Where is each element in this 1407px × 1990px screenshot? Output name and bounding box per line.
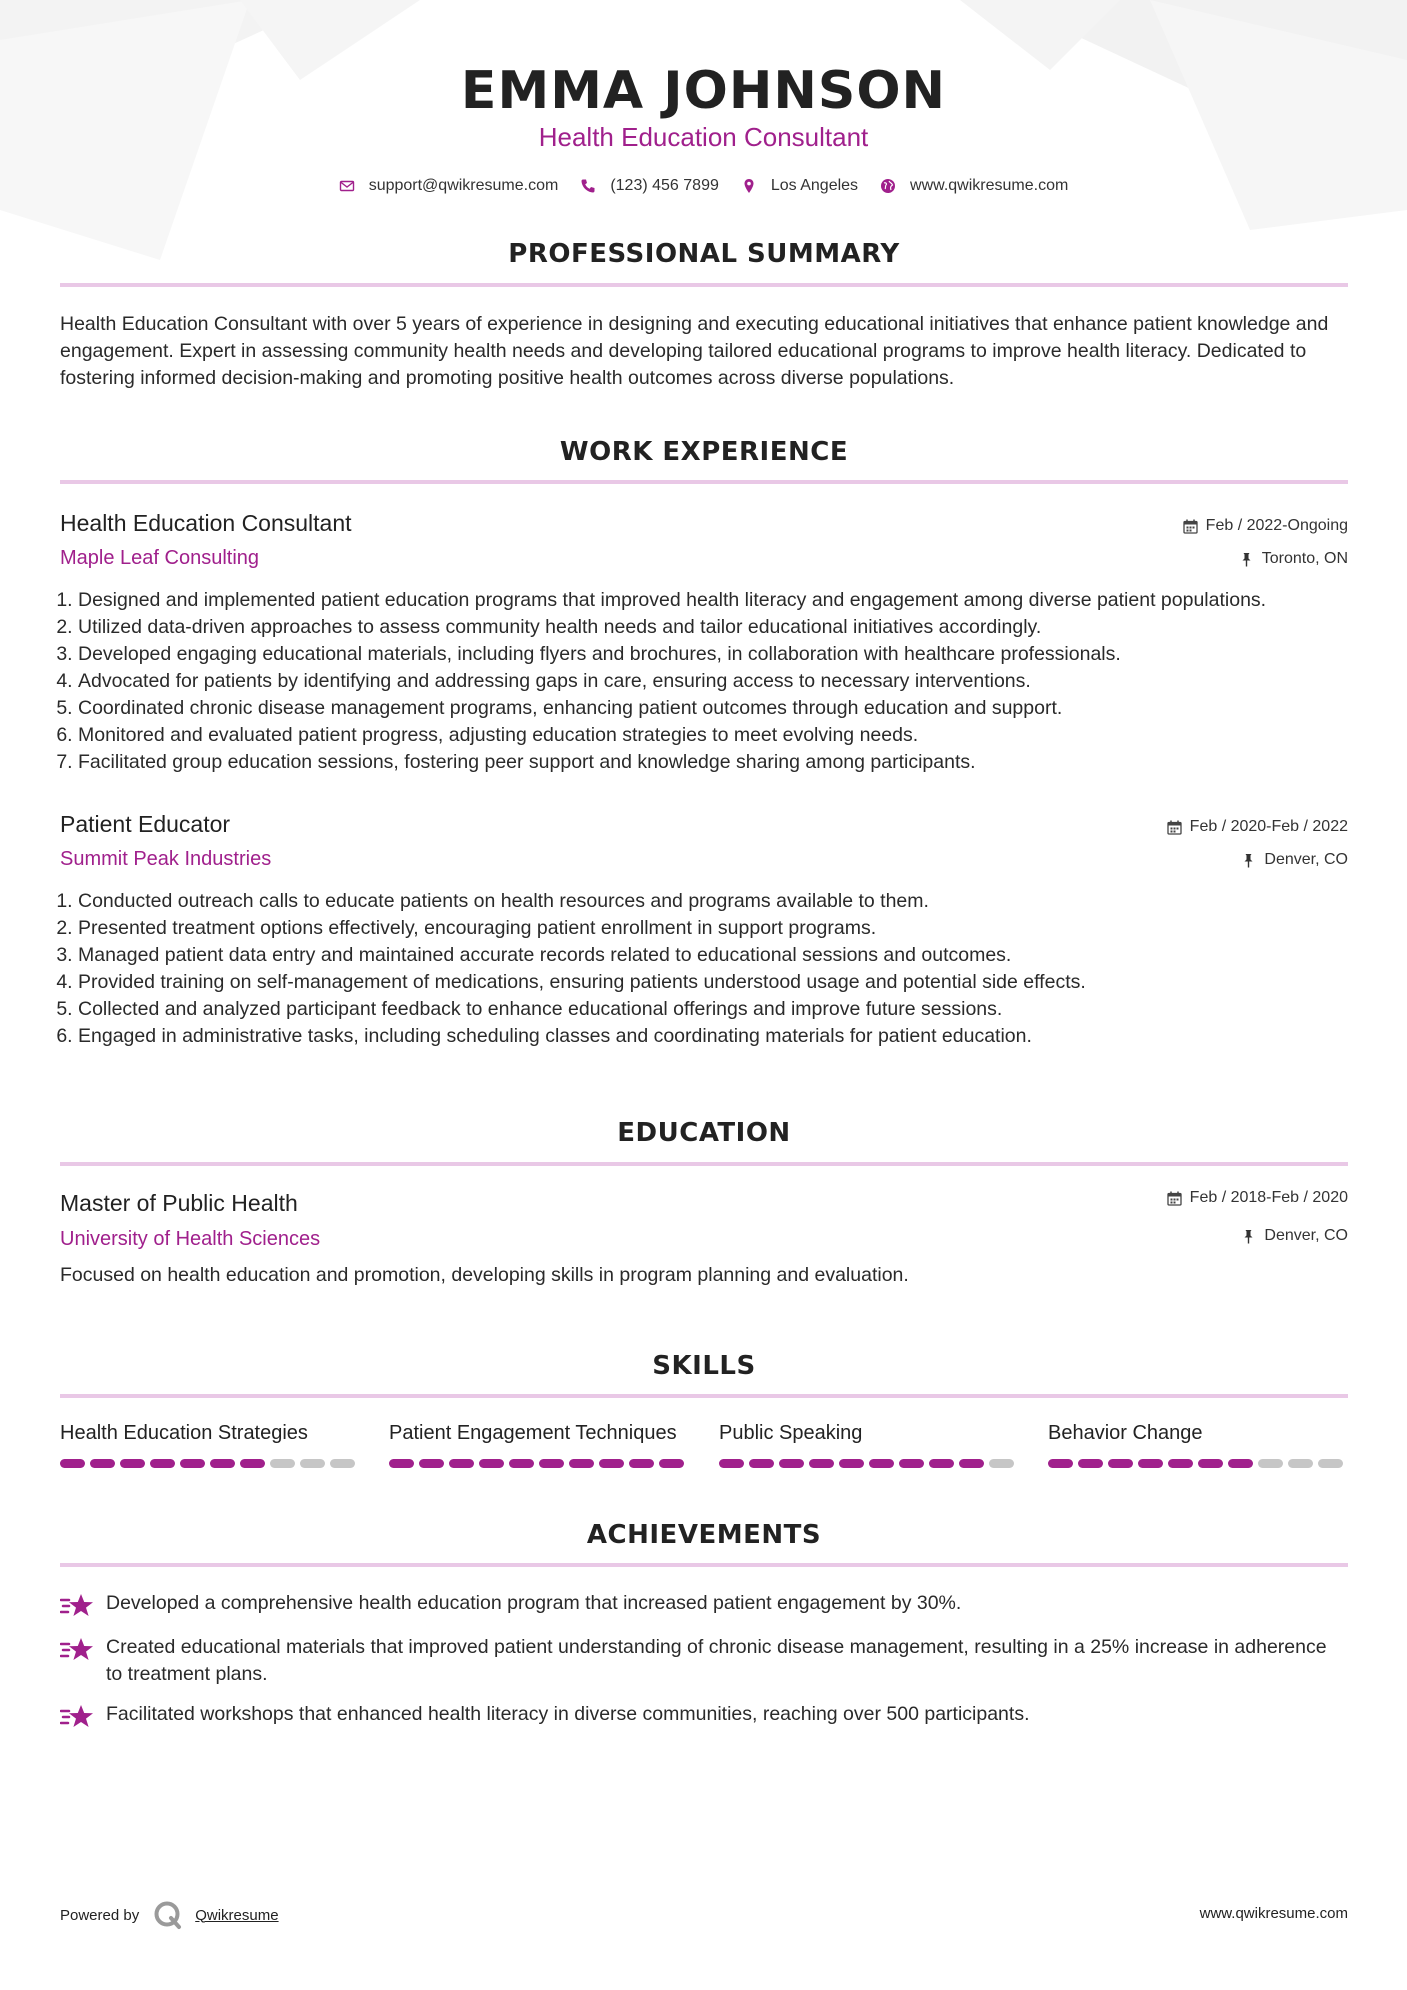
skill-level-segment [539, 1459, 564, 1468]
skill-level-segment [419, 1459, 444, 1468]
skill-rating [60, 1459, 360, 1468]
education-degree: Master of Public Health [60, 1190, 298, 1216]
list-item: 4. Provided training on self-management of medications, ensuring patients understood usage and potential side effects. [78, 969, 1378, 996]
list-item: 6. Engaged in administrative tasks, including scheduling classes and coordinating materials for patient education. [78, 1023, 1378, 1050]
skill-level-segment [719, 1459, 744, 1468]
skill-level-segment [300, 1459, 325, 1468]
skill-level-segment [1048, 1459, 1073, 1468]
skill-level-segment [929, 1459, 954, 1468]
achievement-text: Created educational materials that improved patient understanding of chronic disease management, resulting in a 25% increase in adherence to treatment plans. [106, 1636, 1327, 1685]
star-icon [60, 1702, 94, 1732]
list-item: 5. Collected and analyzed participant feedback to enhance educational offerings and improve future sessions. [78, 996, 1378, 1023]
skill-level-segment [1078, 1459, 1103, 1468]
list-item: 2. Utilized data-driven approaches to assess community health needs and tailor educational initiatives accordingly. [78, 614, 1378, 641]
skill-name: Behavior Change [1048, 1422, 1203, 1444]
qwikresume-logo-icon [153, 1900, 183, 1930]
star-icon [60, 1591, 94, 1621]
achievement-item [60, 1590, 1348, 1621]
skill-level-segment [330, 1459, 355, 1468]
skill-name: Public Speaking [719, 1422, 863, 1444]
envelope-icon [339, 178, 355, 194]
star-icon [60, 1635, 94, 1665]
education-heading: EDUCATION [617, 1118, 791, 1148]
achievements-divider [60, 1563, 1348, 1567]
skill-level-segment [599, 1459, 624, 1468]
skill-name: Health Education Strategies [60, 1422, 308, 1444]
achievement-text: Facilitated workshops that enhanced health literacy in diverse communities, reaching over 500 participants. [106, 1703, 1030, 1725]
skill-level-segment [210, 1459, 235, 1468]
achievement-text: Developed a comprehensive health education program that increased patient engagement by 30%. [106, 1592, 962, 1614]
education-dates-text: Feb / 2018-Feb / 2020 [1189, 1189, 1348, 1206]
skill-level-segment [1228, 1459, 1253, 1468]
skill-level-segment [869, 1459, 894, 1468]
skill-level-segment [809, 1459, 834, 1468]
experience-divider [60, 480, 1348, 484]
skill-level-segment [449, 1459, 474, 1468]
footer-powered-by [60, 1897, 279, 1933]
skill-level-segment [60, 1459, 85, 1468]
skill-level-segment [90, 1459, 115, 1468]
education-school: University of Health Sciences [60, 1228, 321, 1250]
job-1-bullets [54, 587, 1378, 776]
qwikresume-link[interactable]: Qwikresume [195, 1906, 279, 1924]
skill-level-segment [479, 1459, 504, 1468]
list-item: 1. Conducted outreach calls to educate patients on health resources and programs available to them. [78, 888, 1378, 915]
skills-divider [60, 1394, 1348, 1398]
skill-level-segment [270, 1459, 295, 1468]
achievement-item [60, 1634, 1348, 1688]
skill-rating [1048, 1459, 1348, 1468]
skill-level-segment [749, 1459, 774, 1468]
education-location [1241, 1225, 1348, 1247]
experience-heading: WORK EXPERIENCE [559, 437, 849, 467]
pushpin-icon [1239, 552, 1254, 567]
skill-level-segment [1168, 1459, 1193, 1468]
job-2-dates [1167, 816, 1348, 838]
skill-level-segment [389, 1459, 414, 1468]
skill-item [1048, 1419, 1348, 1468]
achievement-item [60, 1701, 1348, 1732]
skill-item [60, 1419, 360, 1468]
skill-rating [389, 1459, 689, 1468]
list-item: 3. Managed patient data entry and maintained accurate records related to educational sessions and outcomes. [78, 942, 1378, 969]
skill-name: Patient Engagement Techniques [389, 1422, 677, 1444]
summary-heading: PROFESSIONAL SUMMARY [508, 239, 900, 269]
job-1-location-text: Toronto, ON [1261, 550, 1348, 567]
powered-by-label: Powered by [60, 1906, 140, 1924]
skill-item [389, 1419, 689, 1468]
contact-bar [0, 174, 1407, 198]
job-1-company: Maple Leaf Consulting [60, 547, 260, 569]
skill-level-segment [1108, 1459, 1133, 1468]
skill-level-segment [959, 1459, 984, 1468]
phone-icon [580, 178, 596, 194]
calendar-icon [1183, 519, 1198, 534]
contact-phone-text: (123) 456 7899 [610, 177, 719, 194]
contact-email-text: support@qwikresume.com [368, 177, 559, 194]
skill-item [719, 1419, 1019, 1468]
job-2-title: Patient Educator [60, 811, 231, 837]
skill-level-segment [1258, 1459, 1283, 1468]
job-1-title: Health Education Consultant [60, 510, 352, 536]
education-location-text: Denver, CO [1264, 1227, 1348, 1244]
job-1-dates-text: Feb / 2022-Ongoing [1205, 517, 1348, 534]
contact-phone[interactable] [580, 177, 719, 195]
skill-rating [719, 1459, 1019, 1468]
skill-level-segment [1138, 1459, 1163, 1468]
skill-level-segment [899, 1459, 924, 1468]
list-item: 1. Designed and implemented patient education programs that improved health literacy and engagement among diverse patient populations. [78, 587, 1378, 614]
skill-level-segment [659, 1459, 684, 1468]
skill-level-segment [569, 1459, 594, 1468]
contact-location-text: Los Angeles [770, 177, 859, 194]
job-2-company: Summit Peak Industries [60, 848, 272, 870]
skill-level-segment [240, 1459, 265, 1468]
candidate-title: Health Education Consultant [538, 122, 869, 152]
job-1-location [1239, 548, 1348, 570]
contact-website-text: www.qwikresume.com [910, 177, 1069, 194]
skills-heading: SKILLS [652, 1351, 756, 1381]
job-2-location-text: Denver, CO [1264, 851, 1348, 868]
skill-level-segment [180, 1459, 205, 1468]
contact-website[interactable] [880, 177, 1068, 195]
skill-level-segment [120, 1459, 145, 1468]
achievements-heading: ACHIEVEMENTS [586, 1520, 822, 1550]
education-divider [60, 1162, 1348, 1166]
list-item: 4. Advocated for patients by identifying and addressing gaps in care, ensuring access to necessary interventions. [78, 668, 1378, 695]
job-2-dates-text: Feb / 2020-Feb / 2022 [1189, 818, 1348, 835]
education-dates [1167, 1187, 1348, 1209]
pushpin-icon [1241, 853, 1256, 868]
candidate-name: EMMA JOHNSON [460, 61, 947, 121]
skill-level-segment [509, 1459, 534, 1468]
summary-divider [60, 283, 1348, 287]
skill-level-segment [989, 1459, 1014, 1468]
skill-level-segment [150, 1459, 175, 1468]
globe-icon [880, 178, 896, 194]
job-2-bullets [54, 888, 1378, 1050]
contact-location [741, 177, 858, 195]
pushpin-icon [1241, 1229, 1256, 1244]
skill-level-segment [779, 1459, 804, 1468]
skill-level-segment [839, 1459, 864, 1468]
summary-text: Health Education Consultant with over 5 years of experience in designing and executing educational initiatives that enhance patient knowledge and engagement. Expert in assessing community health needs and developing tailored educational programs to improve health literacy. Dedicated to fostering informed decision-making and promoting positive health outcomes across diverse populations. [60, 313, 1329, 389]
list-item: 7. Facilitated group education sessions, fostering peer support and knowledge sharing among participants. [78, 749, 1378, 776]
skill-level-segment [629, 1459, 654, 1468]
job-1-dates [1183, 515, 1348, 537]
job-2-location [1241, 849, 1348, 871]
map-marker-icon [741, 178, 757, 194]
list-item: 5. Coordinated chronic disease management programs, enhancing patient outcomes through education and support. [78, 695, 1378, 722]
skill-level-segment [1318, 1459, 1343, 1468]
list-item: 2. Presented treatment options effectively, encouraging patient enrollment in support programs. [78, 915, 1378, 942]
contact-email[interactable] [339, 177, 559, 195]
skill-level-segment [1198, 1459, 1223, 1468]
list-item: 3. Developed engaging educational materials, including flyers and brochures, in collaboration with healthcare professionals. [78, 641, 1378, 668]
skill-level-segment [1288, 1459, 1313, 1468]
footer-website[interactable]: www.qwikresume.com [1199, 1905, 1348, 1922]
calendar-icon [1167, 1191, 1182, 1206]
education-description: Focused on health education and promotion, developing skills in program planning and evaluation. [60, 1264, 909, 1286]
calendar-icon [1167, 820, 1182, 835]
list-item: 6. Monitored and evaluated patient progress, adjusting education strategies to meet evolving needs. [78, 722, 1378, 749]
